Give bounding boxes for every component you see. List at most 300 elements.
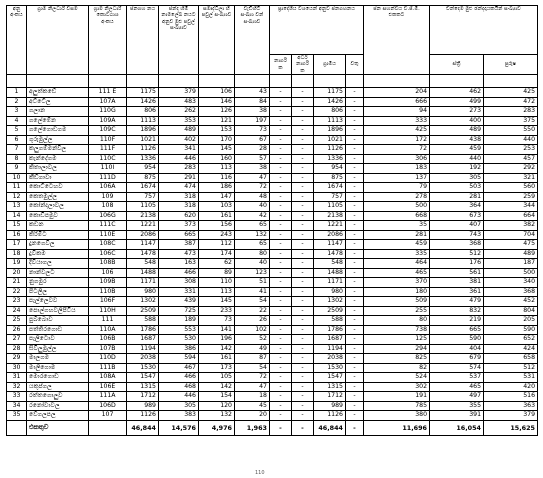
families-cell: 468 (159, 382, 199, 392)
households-cell: 509 (364, 297, 430, 307)
urban-cell: - (270, 401, 292, 411)
gn-division-name-cell: නුගමුර (27, 278, 89, 288)
disabled-cell: 132 (235, 230, 270, 240)
estate-cell: - (346, 344, 364, 354)
population-cell: 2086 (127, 230, 159, 240)
gn-code-cell: 109B (89, 278, 127, 288)
total-female: 16,054 (430, 420, 484, 435)
rural-cell: 989 (314, 401, 346, 411)
female-cell: 404 (430, 344, 484, 354)
row-no-cell: 33 (7, 392, 27, 402)
row-no-cell: 15 (7, 221, 27, 231)
households-cell: 294 (364, 344, 430, 354)
row-no-cell: 29 (7, 354, 27, 364)
gn-code-cell: 109 (89, 192, 127, 202)
table-row (7, 135, 538, 145)
gn-code-cell: 107 (89, 411, 127, 421)
table-row (7, 373, 538, 383)
row-no-cell: 25 (7, 316, 27, 326)
estate-cell: - (346, 278, 364, 288)
semi-urban-cell: - (292, 401, 314, 411)
estate-cell: - (346, 401, 364, 411)
households-cell: 459 (364, 240, 430, 250)
gn-code-cell: 111B (89, 363, 127, 373)
female-cell: 438 (430, 135, 484, 145)
population-cell: 1712 (127, 392, 159, 402)
gn-code-cell: 110E (89, 230, 127, 240)
families-cell: 283 (159, 164, 199, 174)
estate-cell: - (346, 287, 364, 297)
gn-division-name-cell: දිවියාගල (27, 259, 89, 269)
families-cell: 466 (159, 373, 199, 383)
families-cell: 553 (159, 325, 199, 335)
rural-cell: 1126 (314, 145, 346, 155)
rural-cell: 1547 (314, 373, 346, 383)
female-cell: 574 (430, 363, 484, 373)
gn-code-cell: 108A (89, 373, 127, 383)
samurdhi-cell: 154 (199, 392, 235, 402)
table-row (7, 221, 538, 231)
urban-cell: - (270, 259, 292, 269)
gn-division-name-cell: රත්තගොලුව (27, 392, 89, 402)
gn-code-cell: 110A (89, 325, 127, 335)
gn-code-cell: 106A (89, 183, 127, 193)
header-families: ජන්ද හිමි නාමලේඛ නයට අනුව මුළු පවුල් සංඛ්‍යාව (159, 6, 199, 75)
row-no-cell: 14 (7, 211, 27, 221)
population-cell: 954 (127, 164, 159, 174)
households-cell: 204 (364, 88, 430, 98)
rural-cell: 1315 (314, 382, 346, 392)
header-gn-code: ග්‍රාම නිලධාරී කොට්ඨාශ අංකය (89, 6, 127, 75)
households-cell: 666 (364, 97, 430, 107)
gn-code-cell: 110I (89, 164, 127, 174)
row-no-cell: 24 (7, 306, 27, 316)
header-no: අනු අංකය (7, 6, 27, 75)
female-cell: 381 (430, 278, 484, 288)
female-cell: 489 (430, 126, 484, 136)
male-cell: 560 (484, 183, 538, 193)
male-cell: 425 (484, 88, 538, 98)
female-cell: 590 (430, 335, 484, 345)
male-cell: 457 (484, 154, 538, 164)
population-cell: 1488 (127, 268, 159, 278)
female-cell: 462 (430, 88, 484, 98)
disabled-cell: 38 (235, 107, 270, 117)
female-cell: 192 (430, 164, 484, 174)
samurdhi-cell: 89 (199, 268, 235, 278)
rural-cell: 1221 (314, 221, 346, 231)
row-no-cell: 1 (7, 88, 27, 98)
gn-division-name-cell: පත්තිරගොඩ (27, 325, 89, 335)
households-cell: 79 (364, 183, 430, 193)
female-cell: 743 (430, 230, 484, 240)
disabled-cell: 18 (235, 392, 270, 402)
female-cell: 368 (430, 240, 484, 250)
samurdhi-cell: 113 (199, 287, 235, 297)
families-cell: 439 (159, 297, 199, 307)
gn-division-name-cell: කෝන්දලාවල (27, 202, 89, 212)
gn-code-cell: 106D (89, 401, 127, 411)
header-sector-group: ප්‍රාදේශීය වශයෙන් අනුව ජනගහනය (270, 6, 364, 55)
row-no-cell: 17 (7, 240, 27, 250)
urban-cell: - (270, 373, 292, 383)
gn-division-name-cell: කඩන (27, 221, 89, 231)
disabled-cell: 41 (235, 287, 270, 297)
row-no-cell: 3 (7, 107, 27, 117)
samurdhi-cell: 121 (199, 116, 235, 126)
population-cell: 1126 (127, 145, 159, 155)
rural-cell: 1712 (314, 392, 346, 402)
male-cell: 283 (484, 107, 538, 117)
total-households: 11,696 (364, 420, 430, 435)
population-cell: 875 (127, 173, 159, 183)
total-urban: - (270, 420, 292, 435)
households-cell: 82 (364, 363, 430, 373)
samurdhi-cell: 110 (199, 278, 235, 288)
rural-cell: 757 (314, 192, 346, 202)
gn-division-name-cell: දුනගෙවිල (27, 240, 89, 250)
male-cell: 205 (484, 316, 538, 326)
male-cell: 704 (484, 230, 538, 240)
rural-cell: 1175 (314, 88, 346, 98)
families-cell: 383 (159, 411, 199, 421)
households-cell: 183 (364, 164, 430, 174)
rural-cell: 875 (314, 173, 346, 183)
male-cell: 340 (484, 278, 538, 288)
table-body (7, 88, 538, 421)
row-no-cell: 31 (7, 373, 27, 383)
disabled-cell: 40 (235, 202, 270, 212)
urban-cell: - (270, 325, 292, 335)
male-cell: 590 (484, 325, 538, 335)
samurdhi-cell: 147 (199, 192, 235, 202)
table-row (7, 401, 538, 411)
gn-division-name-cell: පුබ්බොව (27, 316, 89, 326)
gn-division-name-cell: කොඩිපමුව (27, 211, 89, 221)
table-row (7, 268, 538, 278)
male-cell: 452 (484, 297, 538, 307)
row-no-cell: 2 (7, 97, 27, 107)
table-row (7, 363, 538, 373)
female-cell: 364 (430, 202, 484, 212)
samurdhi-cell: 105 (199, 373, 235, 383)
households-cell: 255 (364, 306, 430, 316)
semi-urban-cell: - (292, 316, 314, 326)
gn-code-cell: 106G (89, 211, 127, 221)
families-cell: 474 (159, 183, 199, 193)
households-cell: 94 (364, 107, 430, 117)
total-population: 46,844 (127, 420, 159, 435)
semi-urban-cell: - (292, 297, 314, 307)
row-no-cell: 20 (7, 268, 27, 278)
male-cell: 658 (484, 354, 538, 364)
disabled-cell: 54 (235, 363, 270, 373)
families-cell: 387 (159, 240, 199, 250)
households-cell: 306 (364, 154, 430, 164)
population-cell: 2138 (127, 211, 159, 221)
disabled-cell: 22 (235, 306, 270, 316)
male-cell: 475 (484, 240, 538, 250)
households-cell: 72 (364, 145, 430, 155)
urban-cell: - (270, 335, 292, 345)
male-cell: 472 (484, 97, 538, 107)
samurdhi-cell: 153 (199, 126, 235, 136)
total-disabled: 1,963 (235, 420, 270, 435)
semi-urban-cell: - (292, 363, 314, 373)
urban-cell: - (270, 164, 292, 174)
urban-cell: - (270, 145, 292, 155)
table-row (7, 278, 538, 288)
male-cell: 363 (484, 401, 538, 411)
samurdhi-cell: 132 (199, 411, 235, 421)
estate-cell: - (346, 354, 364, 364)
male-cell: 321 (484, 173, 538, 183)
families-cell: 467 (159, 363, 199, 373)
population-cell: 1113 (127, 116, 159, 126)
population-cell: 2509 (127, 306, 159, 316)
female-cell: 400 (430, 116, 484, 126)
gn-code-cell: 106F (89, 297, 127, 307)
table-row (7, 297, 538, 307)
samurdhi-cell: 112 (199, 240, 235, 250)
table-row (7, 411, 538, 421)
male-cell: 652 (484, 335, 538, 345)
gn-code-cell: 110H (89, 306, 127, 316)
samurdhi-cell: 170 (199, 135, 235, 145)
row-no-cell: 32 (7, 382, 27, 392)
rural-cell: 1488 (314, 268, 346, 278)
male-cell: 420 (484, 382, 538, 392)
semi-urban-cell: - (292, 287, 314, 297)
row-no-cell: 26 (7, 325, 27, 335)
population-cell: 1147 (127, 240, 159, 250)
samurdhi-cell: 116 (199, 173, 235, 183)
urban-cell: - (270, 382, 292, 392)
gn-division-name-cell: කොට්ටෙහව (27, 183, 89, 193)
disabled-cell: 47 (235, 173, 270, 183)
row-no-cell: 12 (7, 192, 27, 202)
gn-division-name-cell: නාන්වලට (27, 268, 89, 278)
gn-division-name-cell: පැලිටොව (27, 335, 89, 345)
male-cell: 804 (484, 306, 538, 316)
table-row (7, 382, 538, 392)
families-cell: 620 (159, 211, 199, 221)
urban-cell: - (270, 154, 292, 164)
rural-cell: 1426 (314, 97, 346, 107)
gn-division-name-cell: යකුප්ගල (27, 382, 89, 392)
samurdhi-cell: 142 (199, 382, 235, 392)
semi-urban-cell: - (292, 183, 314, 193)
female-cell: 679 (430, 354, 484, 364)
population-cell: 1171 (127, 278, 159, 288)
urban-cell: - (270, 297, 292, 307)
urban-cell: - (270, 135, 292, 145)
gn-division-name-cell: ගලේමේන (27, 116, 89, 126)
households-cell: 465 (364, 268, 430, 278)
rural-cell: 1530 (314, 363, 346, 373)
families-cell: 341 (159, 145, 199, 155)
male-cell: 531 (484, 373, 538, 383)
population-cell: 989 (127, 401, 159, 411)
disabled-cell: 38 (235, 164, 270, 174)
table-row (7, 173, 538, 183)
rural-cell: 2086 (314, 230, 346, 240)
table-row (7, 392, 538, 402)
estate-cell: - (346, 363, 364, 373)
estate-cell: - (346, 88, 364, 98)
female-cell: 281 (430, 192, 484, 202)
rural-cell: 2509 (314, 306, 346, 316)
disabled-cell: 73 (235, 126, 270, 136)
estate-cell: - (346, 145, 364, 155)
header-spacer-row (7, 75, 538, 88)
gn-code-cell: 111D (89, 173, 127, 183)
row-no-cell: 8 (7, 154, 27, 164)
gn-code-cell: 107A (89, 97, 127, 107)
population-cell: 1687 (127, 335, 159, 345)
samurdhi-cell: 243 (199, 230, 235, 240)
gn-division-name-cell: දුවිකම (27, 249, 89, 259)
header-disabled: වැඩිහිටි සංඛ්‍යා වන් සංඛ්‍යාව (235, 6, 270, 75)
gn-code-cell: 110F (89, 135, 127, 145)
gn-code-cell: 108B (89, 259, 127, 269)
female-cell: 499 (430, 97, 484, 107)
header-rural: ග්‍රාමීය (314, 55, 346, 75)
disabled-cell: 87 (235, 354, 270, 364)
gn-code-cell: 111 (89, 316, 127, 326)
row-no-cell: 22 (7, 287, 27, 297)
samurdhi-cell: 186 (199, 183, 235, 193)
samurdhi-cell: 146 (199, 97, 235, 107)
estate-cell: - (346, 249, 364, 259)
disabled-cell: 80 (235, 249, 270, 259)
gn-division-name-cell: මාලගම (27, 354, 89, 364)
rural-cell: 1786 (314, 325, 346, 335)
row-no-cell: 35 (7, 411, 27, 421)
male-cell: 379 (484, 411, 538, 421)
semi-urban-cell: - (292, 382, 314, 392)
urban-cell: - (270, 249, 292, 259)
estate-cell: - (346, 116, 364, 126)
table-row (7, 287, 538, 297)
male-cell: 512 (484, 363, 538, 373)
households-cell: 524 (364, 373, 430, 383)
gn-division-name-cell: අලුත්කඩේ (27, 88, 89, 98)
samurdhi-cell: 73 (199, 316, 235, 326)
population-cell: 548 (127, 259, 159, 269)
row-no-cell: 11 (7, 183, 27, 193)
families-cell: 308 (159, 278, 199, 288)
rural-cell: 1336 (314, 154, 346, 164)
female-cell: 440 (430, 154, 484, 164)
semi-urban-cell: - (292, 126, 314, 136)
samurdhi-cell: 156 (199, 221, 235, 231)
rural-cell: 1478 (314, 249, 346, 259)
semi-urban-cell: - (292, 116, 314, 126)
population-cell: 757 (127, 192, 159, 202)
gn-division-name-cell: සිවිලුමුල්ල (27, 344, 89, 354)
rural-cell: 2138 (314, 211, 346, 221)
semi-urban-cell: - (292, 173, 314, 183)
samurdhi-cell: 161 (199, 211, 235, 221)
male-cell: 440 (484, 135, 538, 145)
rural-cell: 1113 (314, 116, 346, 126)
semi-urban-cell: - (292, 373, 314, 383)
estate-cell: - (346, 240, 364, 250)
households-cell: 335 (364, 249, 430, 259)
population-cell: 1175 (127, 88, 159, 98)
rural-cell: 1171 (314, 278, 346, 288)
urban-cell: - (270, 97, 292, 107)
row-no-cell: 5 (7, 126, 27, 136)
disabled-cell: 40 (235, 259, 270, 269)
disabled-cell: 45 (235, 401, 270, 411)
male-cell: 292 (484, 164, 538, 174)
female-cell: 665 (430, 325, 484, 335)
estate-cell: - (346, 230, 364, 240)
table-row (7, 325, 538, 335)
female-cell: 465 (430, 382, 484, 392)
semi-urban-cell: - (292, 344, 314, 354)
row-no-cell: 27 (7, 335, 27, 345)
rural-cell: 980 (314, 287, 346, 297)
urban-cell: - (270, 230, 292, 240)
semi-urban-cell: - (292, 145, 314, 155)
urban-cell: - (270, 116, 292, 126)
male-cell: 253 (484, 145, 538, 155)
row-no-cell: 21 (7, 278, 27, 288)
semi-urban-cell: - (292, 411, 314, 421)
estate-cell: - (346, 382, 364, 392)
table-row (7, 344, 538, 354)
households-cell: 738 (364, 325, 430, 335)
semi-urban-cell: - (292, 97, 314, 107)
header-female: ස්ත්‍රී (430, 55, 484, 75)
families-cell: 402 (159, 135, 199, 145)
row-no-cell: 7 (7, 145, 27, 155)
rural-cell: 548 (314, 259, 346, 269)
population-cell: 1478 (127, 249, 159, 259)
female-cell: 305 (430, 173, 484, 183)
table-row (7, 240, 538, 250)
gn-code-cell: 106B (89, 335, 127, 345)
families-cell: 594 (159, 354, 199, 364)
semi-urban-cell: - (292, 221, 314, 231)
rural-cell: 1674 (314, 183, 346, 193)
header-voters-group: චන්දෙම මුළු ඡන්දදායකයින් සංඛ්‍යාව (430, 6, 538, 55)
gn-code-cell: 110G (89, 107, 127, 117)
population-cell: 1315 (127, 382, 159, 392)
disabled-cell: 49 (235, 344, 270, 354)
households-cell: 302 (364, 382, 430, 392)
female-cell: 497 (430, 392, 484, 402)
male-cell: 664 (484, 211, 538, 221)
male-cell: 424 (484, 344, 538, 354)
households-cell: 785 (364, 401, 430, 411)
female-cell: 361 (430, 287, 484, 297)
gn-division-name-cell: කැන්දේගම (27, 154, 89, 164)
table-row (7, 354, 538, 364)
urban-cell: - (270, 268, 292, 278)
table-row (7, 164, 538, 174)
families-cell: 331 (159, 287, 199, 297)
row-no-cell: 30 (7, 363, 27, 373)
households-cell: 125 (364, 335, 430, 345)
population-cell: 1896 (127, 126, 159, 136)
population-cell: 1021 (127, 135, 159, 145)
disabled-cell: 65 (235, 221, 270, 231)
gn-code-cell: 108C (89, 240, 127, 250)
